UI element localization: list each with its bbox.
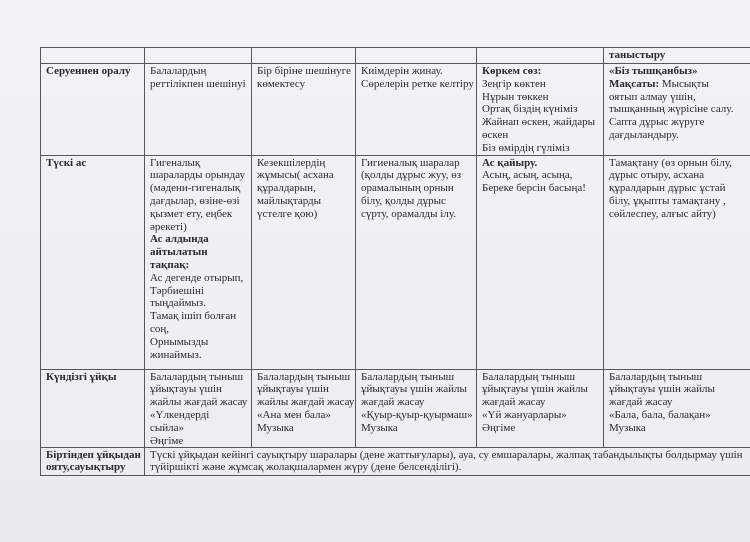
cell-line [482, 103, 599, 116]
cell-line [150, 323, 247, 336]
cell-line [609, 383, 746, 396]
cell-line [482, 371, 599, 384]
cell-text: сыйла» [150, 421, 185, 434]
cell-line [257, 169, 351, 182]
cell-text: тақпақ: [150, 258, 190, 271]
table-row [41, 448, 750, 476]
cell-text: Мысықты [659, 77, 709, 90]
cell-line [257, 208, 351, 221]
cell-line [609, 116, 746, 129]
cell-line [482, 142, 599, 155]
row-header-cell [41, 48, 145, 64]
cell-line [482, 65, 599, 78]
cell-text: дағдылар, өзіне-өзі [150, 194, 240, 207]
cell-text: Балалардың тыныш [361, 370, 455, 383]
table-cell [145, 155, 252, 369]
cell-text: Балалардың тыныш [609, 370, 703, 383]
cell-text: Сапта дұрыс жүруге [609, 116, 705, 129]
cell-text: ұйықтауы үшін жайлы [609, 383, 715, 396]
cell-text: Гигеналық [150, 156, 201, 169]
cell-text: Балалардың тыныш [150, 370, 244, 383]
cell-line [150, 208, 247, 221]
cell-text: орамалының орнын [361, 182, 454, 195]
cell-text: «Біз тышқанбыз» [609, 65, 698, 77]
cell-text: Балалардың тыныш [257, 370, 351, 383]
cell-text: жағдай жасау [482, 396, 546, 409]
cell-line [150, 383, 247, 396]
cell-line [257, 157, 351, 170]
cell-text: дұрыс отыру, асхана [609, 169, 705, 182]
cell-text: реттілікпен шешінуі [150, 77, 246, 90]
cell-line [150, 435, 247, 448]
cell-text: (қолды дұрыс жуу, өз [361, 169, 462, 182]
cell-text: оятып алмау үшін, [609, 90, 696, 103]
cell-line [257, 409, 351, 422]
cell-line [150, 371, 247, 384]
cell-text: құралдарын дұрыс ұстай [609, 182, 726, 195]
table-cell [252, 369, 356, 448]
row-header-cell: Серуеннен оралу [41, 64, 145, 156]
cell-line [482, 422, 599, 435]
cell-text: «Үлкендерді [150, 408, 210, 421]
cell-line [482, 116, 599, 129]
cell-line [361, 78, 472, 91]
daily-schedule-table [40, 47, 750, 476]
table-cell [477, 48, 604, 64]
cell-text: жұмысы( асхана [257, 169, 334, 182]
cell-line [257, 371, 351, 384]
cell-text: Киімдерін жинау. [361, 65, 443, 77]
cell-line [150, 169, 247, 182]
cell-text: сүрту, орамалды ілу. [361, 207, 456, 220]
cell-text: жайлы жағдай жасау [257, 396, 355, 409]
cell-line [609, 169, 746, 182]
cell-line [150, 259, 247, 272]
cell-line [361, 182, 472, 195]
cell-text: Сөрелерін ретке келтіру [361, 77, 474, 90]
cell-text: Бір біріне шешінуге [257, 65, 351, 77]
cell-line [361, 169, 472, 182]
cell-text: Гигиеналық шаралар [361, 156, 460, 169]
cell-line [150, 349, 247, 362]
table-cell [356, 155, 477, 369]
cell-text: дағдыландыру. [609, 128, 679, 141]
cell-text: жағдай жасау [361, 396, 425, 409]
row-header-cell: Түскі ас [41, 155, 145, 369]
cell-line [482, 409, 599, 422]
cell-line [361, 409, 472, 422]
cell-line [257, 182, 351, 195]
cell-text: таныстыру [609, 49, 666, 61]
row-header-cell [41, 448, 145, 476]
cell-line [257, 422, 351, 435]
cell-line [609, 195, 746, 208]
cell-text: Балалардың [150, 65, 207, 77]
cell-line [150, 422, 247, 435]
cell-text: Ортақ біздің күніміз [482, 103, 578, 116]
cell-line [150, 157, 247, 170]
table-cell [356, 369, 477, 448]
cell-text: майлықтарды [257, 194, 322, 207]
cell-text: Орнымызды [150, 335, 209, 348]
cell-line [150, 221, 247, 234]
cell-line [482, 78, 599, 91]
cell-text: Музыка [257, 421, 294, 434]
cell-line [609, 78, 746, 91]
cell-line [150, 310, 247, 323]
cell-text: Береке берсін басыңа! [482, 182, 586, 195]
cell-line [609, 91, 746, 104]
cell-text: Нұрын төккен [482, 90, 549, 103]
cell-line [609, 157, 746, 170]
cell-text: тышқанның жүрісіне салу. [609, 103, 734, 116]
cell-line [361, 422, 472, 435]
cell-text: «Үй жануарлары» [482, 408, 567, 421]
cell-line [150, 285, 247, 298]
cell-line [361, 396, 472, 409]
cell-text: ұйықтауы үшін жайлы [482, 383, 588, 396]
cell-text: (мәдени-гигеналық [150, 182, 241, 195]
cell-text: соң, [150, 322, 170, 335]
cell-text: білу, қолды дұрыс [361, 194, 446, 207]
cell-text: құралдарын, [257, 182, 316, 195]
cell-text: Зеңгір көктен [482, 77, 546, 90]
row-header-line: ояту,сауықтыру [46, 461, 126, 474]
cell-line [150, 195, 247, 208]
cell-text: Тамақ ішіп болған [150, 310, 237, 323]
cell-text: Жайнап өскен, жайдары [482, 116, 596, 129]
cell-line: Түскі ұйқыдан кейінгі сауықтыру шаралары (дене жаттығулары), ауа, су емшаралары, жалпақ табандылықты болдырмау үшін [150, 449, 743, 462]
cell-line [482, 182, 599, 195]
table-cell [604, 155, 750, 369]
cell-text: Асың, асың, асыңа, [482, 169, 573, 182]
cell-text: көмектесу [257, 77, 306, 90]
cell-line [609, 409, 746, 422]
row-header-line: Біртіндеп ұйқыдан [46, 449, 141, 462]
cell-line [150, 182, 247, 195]
cell-text: Тәрбиешіні [150, 284, 204, 297]
table-cell [356, 48, 477, 64]
cell-text: әрекеті) [150, 220, 187, 233]
cell-text: ұйықтауы үшін жайлы [361, 383, 467, 396]
cell-line [482, 91, 599, 104]
table-cell [477, 155, 604, 369]
cell-text: шараларды орындау [150, 169, 245, 182]
merged-cell [145, 448, 750, 476]
cell-line [361, 65, 472, 78]
cell-line [361, 208, 472, 221]
table-cell [477, 369, 604, 448]
cell-text: Әңгіме [150, 434, 184, 447]
cell-line [482, 169, 599, 182]
cell-line [150, 409, 247, 422]
table-cell [252, 48, 356, 64]
cell-line [482, 396, 599, 409]
cell-text: тыңдаймыз. [150, 297, 206, 310]
cell-line [257, 195, 351, 208]
cell-line [609, 371, 746, 384]
cell-line [609, 103, 746, 116]
table-cell [145, 48, 252, 64]
cell-text: Балалардың тыныш [482, 370, 576, 383]
cell-text: Әңгіме [482, 421, 516, 434]
cell-line [609, 65, 746, 78]
cell-line [609, 49, 746, 62]
cell-line [257, 383, 351, 396]
cell-line [257, 396, 355, 409]
table-row [41, 155, 750, 369]
cell-line [150, 336, 247, 349]
cell-text: Ас дегенде отырып, [150, 271, 244, 284]
table-row [41, 64, 750, 156]
cell-line [150, 396, 247, 409]
table-cell [252, 155, 356, 369]
cell-text: ұйықтауы үшін [150, 383, 222, 396]
cell-line [361, 195, 472, 208]
cell-text: жайлы жағдай жасау [150, 396, 248, 409]
cell-text: Ас қайыру. [482, 156, 538, 169]
cell-line [609, 182, 746, 195]
cell-text: Біз өмірдің гүліміз [482, 141, 570, 154]
table-cell [477, 64, 604, 156]
table-cell [145, 369, 252, 448]
table-cell [145, 64, 252, 156]
cell-line [150, 297, 247, 310]
cell-text: Ас алдында [150, 233, 209, 246]
table-cell [604, 48, 750, 64]
cell-text: ұйықтауы үшін [257, 383, 329, 396]
cell-line [150, 78, 247, 91]
cell-text: өскен [482, 128, 509, 141]
cell-line [150, 65, 247, 78]
cell-line [482, 157, 599, 170]
table-row [41, 369, 750, 448]
cell-text: қызмет ету, еңбек [150, 207, 233, 220]
cell-line [257, 65, 351, 78]
table-cell [252, 64, 356, 156]
cell-line [609, 208, 746, 221]
cell-text: Музыка [609, 421, 646, 434]
cell-text: Музыка [361, 421, 398, 434]
cell-line [482, 129, 599, 142]
cell-text: үстелге қою) [257, 207, 318, 220]
cell-line [609, 396, 746, 409]
cell-text: «Бала, бала, балақан» [609, 408, 711, 421]
cell-line [150, 233, 247, 246]
cell-text: «Қуыр-қуыр-қуырмаш» [361, 408, 473, 421]
table-row [41, 48, 750, 64]
cell-line [257, 78, 351, 91]
cell-text: жағдай жасау [609, 396, 673, 409]
cell-line [150, 272, 247, 285]
table-cell [356, 64, 477, 156]
cell-line [609, 129, 746, 142]
cell-line [361, 157, 472, 170]
cell-line [609, 422, 746, 435]
cell-line [150, 246, 247, 259]
cell-line: түйіршікті және жұмсақ жолақшалармен жүру (дене белсенділігі). [150, 461, 462, 474]
cell-line [482, 383, 599, 396]
cell-text: Мақсаты: [609, 77, 660, 90]
cell-text: «Ана мен бала» [257, 408, 331, 421]
table-cell [604, 64, 750, 156]
cell-text: Тамақтану (өз орнын білу, [609, 156, 732, 169]
cell-text: Көркем сөз: [482, 65, 542, 77]
cell-text: айтылатын [150, 246, 208, 259]
row-header-cell: Күндізгі ұйқы [41, 369, 145, 448]
cell-line [361, 371, 472, 384]
cell-text: жинаймыз. [150, 348, 202, 361]
cell-text: білу, ұқыпты тамақтану , [609, 194, 726, 207]
cell-text: Кезекшілердің [257, 156, 326, 169]
table-cell [604, 369, 750, 448]
cell-line [361, 383, 472, 396]
cell-text: сөйлеспеу, алғыс айту) [609, 207, 716, 220]
